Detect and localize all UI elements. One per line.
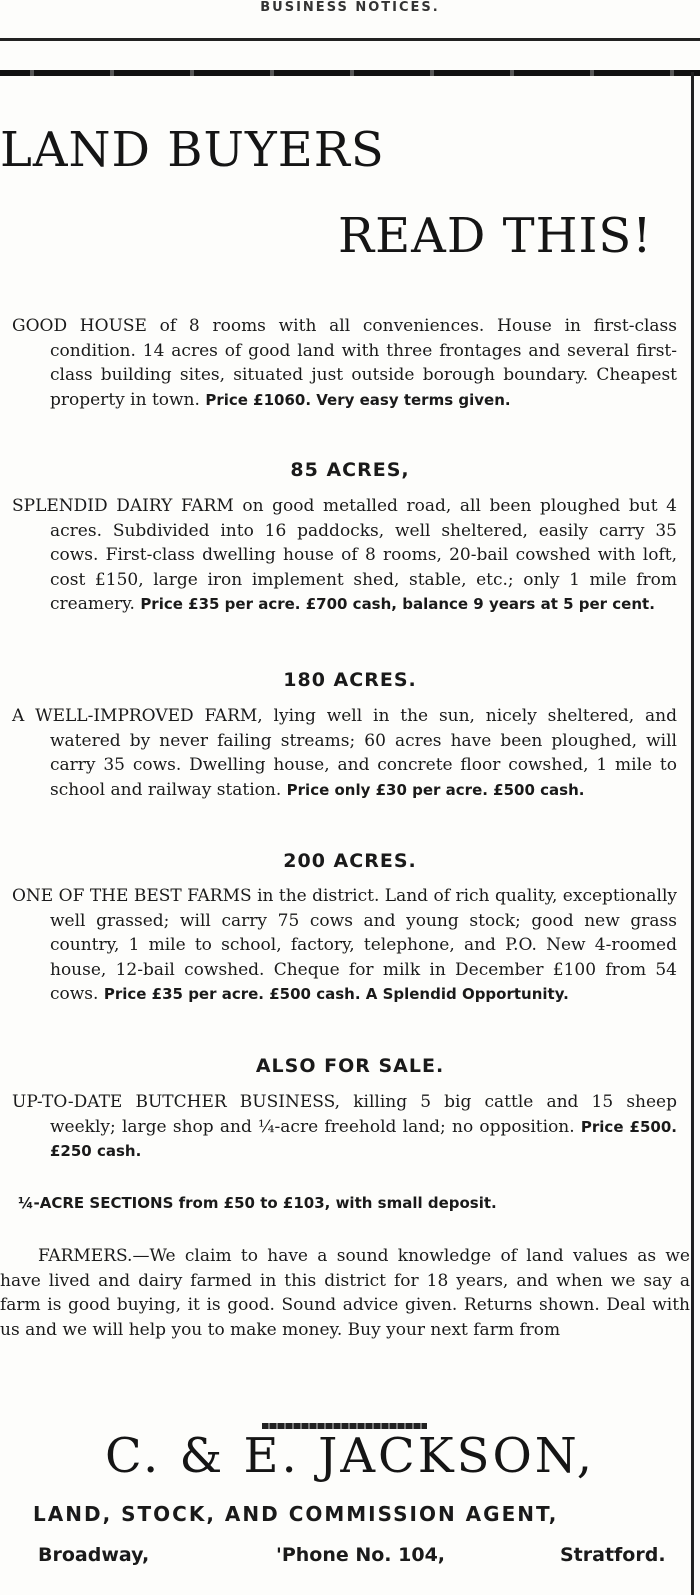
listing-price: Price £35 per acre. £700 cash, balance 9 years at 5 per cent. <box>140 595 655 613</box>
listing-heading: 200 ACRES. <box>283 850 417 872</box>
listing-lead: SPLENDID DAIRY FARM <box>12 496 234 516</box>
company-town: Stratford. <box>560 1544 666 1566</box>
listing-heading: 180 ACRES. <box>283 669 417 691</box>
listing-body: of 8 rooms with all conveniences. House in first-class condition. 14 acres of good land with three frontages and several first-class building sites, situated just outside borough boundary. Cheapest property in town. <box>50 316 677 410</box>
listing-dairy-farm <box>12 494 677 617</box>
company-phone: 'Phone No. 104, <box>276 1544 446 1566</box>
listing-body: on good metalled road, all been ploughed but 4 acres. Subdivided into 16 paddocks, well sheltered, easily carry 35 cows. First-class dwelling house of 8 rooms, 20-bail cowshed with loft, cost £150, large iron implement shed, stable, etc.; only 1 mile from creamery. <box>50 496 677 614</box>
listing-lead: UP-TO-DATE BUTCHER BUSINESS, <box>12 1092 341 1112</box>
listing-price: Price £35 per acre. £500 cash. A Splendid Opportunity. <box>103 985 569 1003</box>
listing-body: lying well in the sun, nicely sheltered, and watered by never failing streams; 60 acres have been ploughed, will carry 35 cows. Dwelling house, and concrete floor cowshed, 1 mile to school and railway station. <box>50 706 678 800</box>
divider-rule <box>0 38 700 41</box>
listing-lead: A WELL-IMPROVED FARM, <box>12 706 263 726</box>
headline-land-buyers: LAND BUYERS <box>0 122 385 178</box>
listing-body: in the district. Land of rich quality, exceptionally well grassed; will carry 75 cows and young stock; good new grass country, 1 mile to school, factory, telephone, and P.O. New 4-roomed house, 12-bail cowshed. Cheque for milk in December £100 from 54 cows. <box>50 886 677 1004</box>
section-header: BUSINESS NOTICES. <box>260 0 440 15</box>
listing-good-house <box>12 314 677 412</box>
farmers-note: FARMERS.—We claim to have a sound knowledge of land values as we have lived and dairy farmed in this district for 18 years, and when we say a farm is good buying, it is good. Sound advice given. Returns shown. Deal with us and we will help you to make money. Buy your next farm from <box>0 1246 690 1340</box>
company-role: LAND, STOCK, AND COMMISSION AGENT, <box>33 1502 559 1526</box>
listing-price: Price £500. £250 cash. <box>50 1117 677 1160</box>
company-name: C. & E. JACKSON, <box>105 1428 595 1484</box>
listing-heading: ALSO FOR SALE. <box>255 1055 445 1077</box>
column-border <box>691 72 694 1595</box>
listing-best-farms <box>12 884 677 1007</box>
listing-lead: GOOD HOUSE <box>12 316 147 336</box>
sections-note: ¼-ACRE SECTIONS from £50 to £103, with small deposit. <box>18 1194 497 1212</box>
listing-heading: 85 ACRES, <box>290 459 410 481</box>
headline-read-this: READ THIS! <box>338 208 653 264</box>
listing-improved-farm <box>12 704 677 802</box>
listing-butcher-business <box>12 1090 677 1164</box>
listing-lead: ONE OF THE BEST FARMS <box>12 886 252 906</box>
listing-body: killing 5 big cattle and 15 sheep weekly; large shop and ¼-acre freehold land; no opposition. <box>50 1092 677 1137</box>
company-street: Broadway, <box>38 1544 150 1566</box>
listing-price: Price £1060. Very easy terms given. <box>205 390 511 409</box>
listing-price: Price only £30 per acre. £500 cash. <box>286 780 585 799</box>
divider-rule-thick <box>0 70 700 76</box>
